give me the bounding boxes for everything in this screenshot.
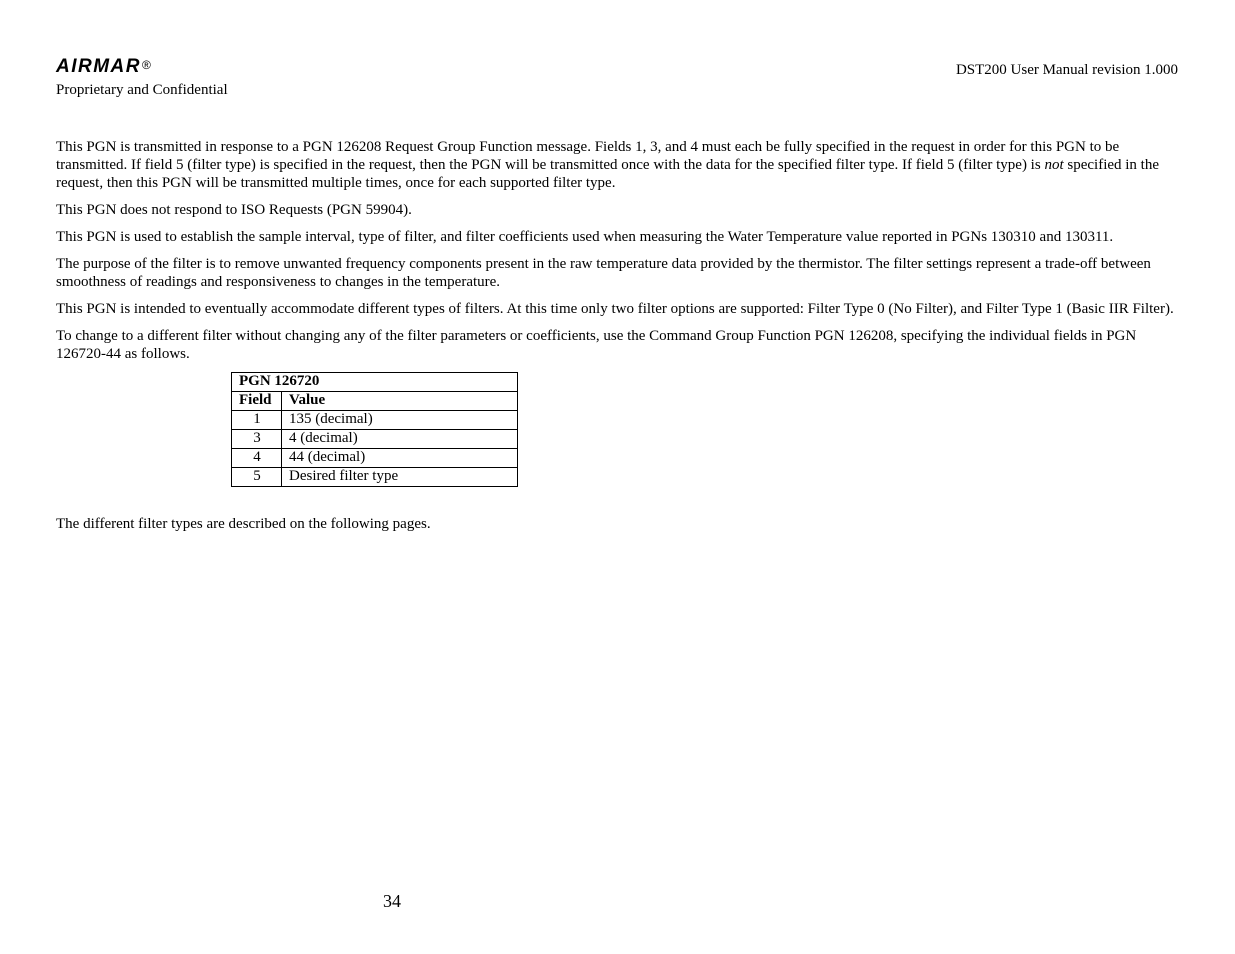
confidentiality-notice: Proprietary and Confidential xyxy=(56,82,228,98)
paragraph-sample-interval: This PGN is used to establish the sample interval, type of filter, and filter coefficients used when measuring the Water Temperature value reported in PGNs 130310 and 130311. xyxy=(56,229,1114,245)
paragraph-transmission xyxy=(56,138,1181,192)
paragraph-transmission-part1: This PGN is transmitted in response to a PGN 126208 Request Group Function message. Fields 1, 3, and 4 must each be fully specified in the request in order for this PGN to be transmitted. If field 5 (filter type) is specified in the request, then the PGN will be transmitted once with the data for the specified filter type. If field 5 (filter type) is xyxy=(56,139,1120,173)
value-cell: 44 (decimal) xyxy=(282,449,518,468)
value-cell: 135 (decimal) xyxy=(282,411,518,430)
airmar-logo xyxy=(56,56,151,78)
table-row xyxy=(232,430,518,449)
column-header-field: Field xyxy=(232,392,282,411)
table-title: PGN 126720 xyxy=(232,373,518,392)
paragraph-following-pages: The different filter types are described on the following pages. xyxy=(56,516,431,532)
registered-mark: ® xyxy=(142,58,151,72)
paragraph-transmission-part2: specified in the request, then this PGN will be transmitted multiple times, once for each supported filter type. xyxy=(56,157,1160,191)
field-cell: 3 xyxy=(232,430,282,449)
table-row xyxy=(232,449,518,468)
page-number: 34 xyxy=(383,891,401,911)
table-row xyxy=(232,411,518,430)
table-row xyxy=(232,468,518,487)
manual-title: DST200 User Manual revision 1.000 xyxy=(955,62,1178,78)
emphasis-not: not xyxy=(1044,157,1064,173)
pgn-126720-table xyxy=(231,372,518,487)
field-cell: 5 xyxy=(232,468,282,487)
value-cell: 4 (decimal) xyxy=(282,430,518,449)
paragraph-filter-types: This PGN is intended to eventually accommodate different types of filters. At this time only two filter options are supported: Filter Type 0 (No Filter), and Filter Type 1 (Basic IIR Filter). xyxy=(56,301,1174,317)
field-cell: 1 xyxy=(232,411,282,430)
field-cell: 4 xyxy=(232,449,282,468)
paragraph-change-filter: To change to a different filter without changing any of the filter parameters or coefficients, use the Command Group Function PGN 126208, specifying the individual fields in PGN 126720-44 as follows. xyxy=(56,328,1137,362)
table-title-row xyxy=(232,373,518,392)
value-cell: Desired filter type xyxy=(282,468,518,487)
paragraph-filter-purpose: The purpose of the filter is to remove unwanted frequency components present in the raw temperature data provided by the thermistor. The filter settings represent a trade-off between smoothness of readings and responsiveness to changes in the temperature. xyxy=(56,256,1151,290)
column-header-value: Value xyxy=(282,392,518,411)
table-header-row xyxy=(232,392,518,411)
document-body xyxy=(56,138,1181,542)
paragraph-iso-requests: This PGN does not respond to ISO Requests (PGN 59904). xyxy=(56,202,412,218)
logo-text: AIRMAR xyxy=(56,56,141,77)
